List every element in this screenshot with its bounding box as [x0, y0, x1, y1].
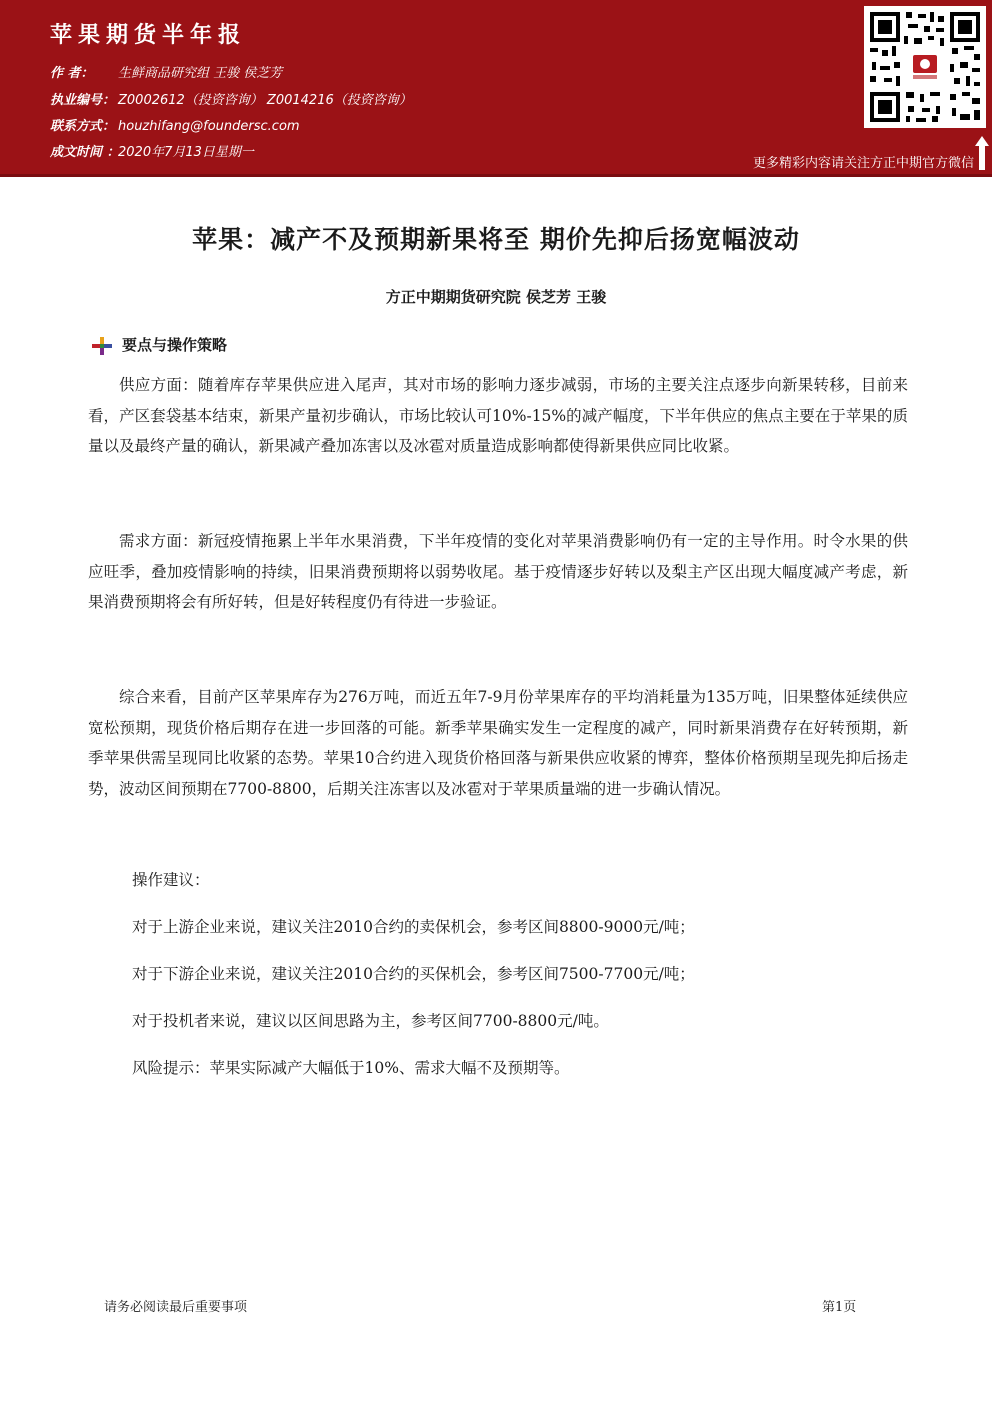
section-heading	[92, 334, 227, 355]
meta-author	[50, 62, 282, 81]
meta-value[interactable]: houzhifang@foundersc.com	[118, 119, 300, 134]
page-number: 第1页	[822, 1300, 857, 1315]
report-type: 苹果期货半年报	[50, 22, 247, 48]
paragraph-text: 供应方面：随着库存苹果供应进入尾声，其对市场的影响力逐步减弱，市场的主要关注点逐步向新果转移，目前来看，产区套袋基本结束，新果产量初步确认，市场比较认可10%-15%的减产幅度，下半年供应的焦点主要在于苹果的质量以及最终产量的确认，新果减产叠加冻害以及冰雹对质量造成影响都使得新果供应同比收紧。	[88, 376, 908, 455]
paragraph-supply	[88, 370, 908, 462]
paragraph-text: 综合来看，目前产区苹果库存为276万吨，而近五年7-9月份苹果库存的平均消耗量为135万吨，旧果整体延续供应宽松预期，现货价格后期存在进一步回落的可能。新季苹果确实发生一定程度的减产，同时新果消费存在好转预期，新季苹果供需呈现同比收紧的态势。苹果10合约进入现货价格回落与新果供应收紧的博弈，整体价格预期呈现先抑后扬走势，波动区间预期在7700-8800，后期关注冻害以及冰雹对于苹果质量端的进一步确认情况。	[88, 688, 908, 798]
ops-speculator: 对于投机者来说，建议以区间思路为主，参考区间7700-8800元/吨。	[132, 1012, 609, 1030]
section-heading-text: 要点与操作策略	[122, 336, 228, 354]
meta-value: 2020年7月13日星期一	[118, 145, 254, 160]
ops-downstream: 对于下游企业来说，建议关注2010合约的买保机会，参考区间7500-7700元/吨；	[132, 965, 695, 983]
arrow-up-icon	[975, 136, 989, 170]
colored-cross-bullet-icon	[92, 337, 112, 355]
meta-license	[50, 89, 412, 108]
meta-date	[50, 141, 254, 160]
paragraph-demand	[88, 526, 908, 618]
meta-label: 成文时间 ：	[50, 145, 120, 160]
meta-value: Z0002612（投资咨询） Z0014216（投资咨询）	[118, 93, 412, 108]
paragraph-summary	[88, 682, 908, 804]
risk-warning: 风险提示：苹果实际减产大幅低于10%、需求大幅不及预期等。	[132, 1059, 570, 1077]
follow-wechat-text: 更多精彩内容请关注方正中期官方微信	[752, 156, 974, 171]
footer-notice: 请务必阅读最后重要事项	[104, 1300, 248, 1315]
meta-label: 联系方式：	[50, 119, 116, 134]
ops-upstream: 对于上游企业来说，建议关注2010合约的卖保机会，参考区间8800-9000元/吨；	[132, 918, 695, 936]
meta-label: 执业编号：	[50, 93, 116, 108]
paragraph-text: 需求方面：新冠疫情拖累上半年水果消费，下半年疫情的变化对苹果消费影响仍有一定的主导作用。时令水果的供应旺季，叠加疫情影响的持续，旧果消费预期将以弱势收尾。基于疫情逐步好转以及梨主产区出现大幅度减产考虑，新果消费预期将会有所好转，但是好转程度仍有待进一步验证。	[88, 532, 908, 611]
authors-line: 方正中期期货研究院 侯芝芳 王骏	[385, 288, 607, 306]
qr-code-icon	[864, 6, 986, 128]
meta-contact	[50, 115, 300, 134]
meta-label: 作 者：	[50, 66, 94, 81]
page-title: 苹果：减产不及预期新果将至 期价先抑后扬宽幅波动	[192, 225, 800, 254]
header-banner	[0, 0, 992, 174]
meta-value: 生鲜商品研究组 王骏 侯芝芳	[118, 66, 283, 81]
header-divider	[0, 174, 992, 177]
ops-heading: 操作建议：	[132, 871, 210, 889]
